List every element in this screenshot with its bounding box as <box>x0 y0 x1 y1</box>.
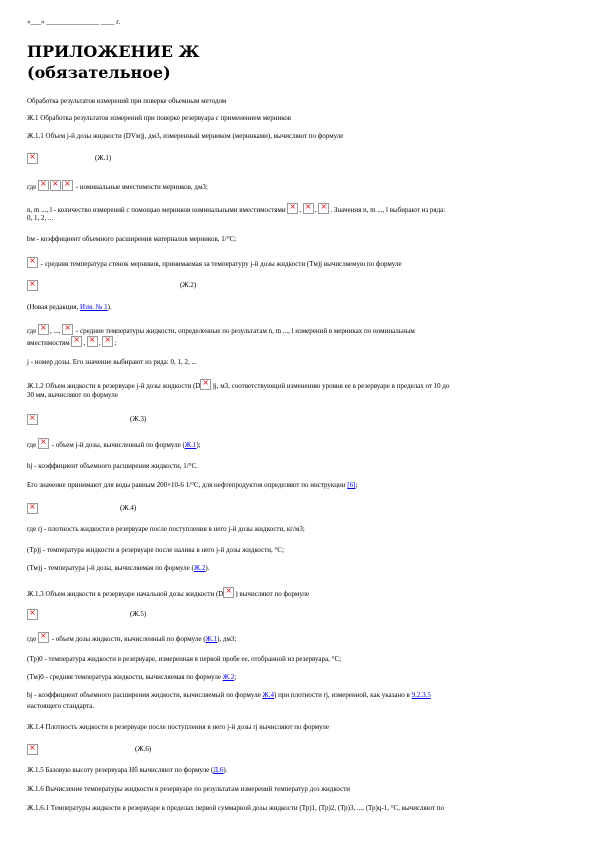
clause-j161: Ж.1.6.1 Температуры жидкости в резервуаре в пределах первой суммарной дозы жидкости (Тр)1, (Тр)2, (Тр)3, ..., (Тр)q-1, °С, вычисляют по <box>27 804 444 812</box>
where-text-end: ), дм3; <box>217 635 237 643</box>
formula-row-j6 <box>27 744 572 757</box>
formula-image-icon <box>27 280 38 291</box>
amendment-link[interactable]: Изм. № 1 <box>79 303 108 311</box>
clause-j14: Ж.1.4 Плотность жидкости в резервуаре после поступления в него j-й дозы rj вычисляют по формуле <box>27 723 329 731</box>
where-label: где <box>27 441 37 449</box>
equation-number: (Ж.1) <box>95 154 112 162</box>
clause-link-9235[interactable]: 9.2.3.5 <box>411 691 431 699</box>
mean-temp-text: - средняя температура стенок мерников, принимаемая за температуру j-й дозы жидкости (Тм)j вычисляемую по формуле <box>40 260 402 268</box>
clause-j13-text: Ж.1.3 Объем жидкости в резервуаре начальной дозы жидкости (D <box>27 590 224 598</box>
where-capacities <box>27 180 572 193</box>
water-coefficient-text: Его значение принимают для воды равным 200×10-6 1/°С, для нефтепродуктов определяют по инструкции <box>27 481 346 489</box>
water-coefficient-end: ; <box>355 481 358 489</box>
bj-line-end: настоящего стандарта. <box>27 702 95 710</box>
appendix-title: ПРИЛОЖЕНИЕ Ж <box>27 42 200 61</box>
formula-link-j2[interactable]: Ж.2 <box>193 564 206 572</box>
equation-number: (Ж.4) <box>120 504 137 512</box>
tm-j-end: ). <box>205 564 210 572</box>
j-number-line: j - номер дозы. Его значение выбирают из ряда: 0, 1, 2, ... <box>27 358 197 366</box>
edition-prefix: (Новая редакция, <box>27 303 79 311</box>
where-label: где <box>27 635 37 643</box>
formula-row-j3 <box>27 414 572 427</box>
bj-line <box>27 690 572 701</box>
formula-image-icon <box>62 324 73 335</box>
measure-count-text: n, m ..., l - количество измерений с помощью мерников номинальными вместимостями <box>27 206 286 214</box>
equation-number: (Ж.2) <box>180 281 197 289</box>
formula-image-icon <box>71 336 82 347</box>
formula-image-icon <box>27 503 38 514</box>
where-text: - объем j-й дозы, вычисленный по формуле ( <box>51 441 185 449</box>
tm-j-text: (Тм)j - температура j-й дозы, вычисляемая по формуле ( <box>27 564 194 572</box>
section-heading: Обработка результатов измерений при поверке объемным методом <box>27 97 227 105</box>
tm-j-line <box>27 563 572 574</box>
formula-link-d6[interactable]: Д.6 <box>213 766 224 774</box>
formula-link-j1[interactable]: Ж.1 <box>184 441 197 449</box>
edition-suffix: ). <box>107 303 112 311</box>
clause-j12-text-cont: )j, м3, соответствующий изменению уровня ее в резервуаре в пределах от 10 до <box>212 382 450 390</box>
where-text-end: ); <box>196 441 201 449</box>
measure-count-line: n, m ..., l - количество измерений с помощью мерников номинальными вместимостями × , ×, ×. Значения n, m ..., l выбирают из ряда: <box>27 203 572 216</box>
formula-image-icon <box>38 324 49 335</box>
tm-0-text: (Тм)0 - средняя температура жидкости, вычисляемая по формуле <box>27 673 221 681</box>
clause-j12-text: Ж.1.2 Объем жидкости в резервуаре j-й дозы жидкости (D <box>27 382 201 390</box>
clause-j12-end: 30 мм, вычисляют по формуле <box>27 391 118 399</box>
formula-link-j4[interactable]: Ж.4 <box>262 691 274 699</box>
formula-image-icon <box>87 336 98 347</box>
tm-0-line <box>27 672 572 683</box>
formula-image-icon <box>200 379 211 390</box>
bj-text: bj - коэффициент объемного расширения жидкости, вычисляемый по формуле <box>27 691 261 699</box>
bj-text-cont: ) при плотности rj, измеренной, как указано в <box>274 691 410 699</box>
equation-number: (Ж.3) <box>130 415 147 423</box>
where-text: - объем дозы жидкости, вычисленный по формуле ( <box>51 635 206 643</box>
formula-image-icon <box>50 180 61 191</box>
equation-number: (Ж.6) <box>135 745 152 753</box>
where-label: где <box>27 183 37 191</box>
date-line: «___» _______________ ____ г. <box>27 18 121 26</box>
where-text: - средние температуры жидкости, определенные по результатам n, m ..., l измерений в мерниках по номинальным <box>75 327 415 335</box>
capacities-line: вместимостям × , ×, ×; <box>27 336 572 349</box>
tp-0-line: (Тр)0 - температура жидкости в резервуаре, измеренная в первой пробе ее, отобранной из резервуара, °С; <box>27 655 342 663</box>
clause-j13 <box>27 587 572 600</box>
beta-m-line: bм - коэффициент объемного расширения материалов мерников, 1/°С; <box>27 235 237 243</box>
clause-j15 <box>27 765 572 776</box>
mean-temp-line <box>27 257 572 270</box>
formula-image-icon <box>38 180 49 191</box>
beta-j-line: bj - коэффициент объемного расширения жидкости, 1/°С. <box>27 462 198 470</box>
tp-j-line: (Тр)j - температура жидкости в резервуаре после налива в него j-й дозы жидкости, °С; <box>27 546 284 554</box>
formula-image-icon <box>27 414 38 425</box>
measure-count-tail: . Значения n, m ..., l выбирают из ряда: <box>330 206 446 214</box>
equation-number: (Ж.5) <box>130 610 147 618</box>
where-text: - номинальные вместимости мерников, дм3; <box>75 183 208 191</box>
formula-image-icon <box>27 609 38 620</box>
formula-image-icon <box>27 257 38 268</box>
formula-link-j2[interactable]: Ж.2 <box>222 673 235 681</box>
formula-row-j4 <box>27 503 572 516</box>
formula-image-icon <box>102 336 113 347</box>
clause-j16: Ж.1.6 Вычисление температуры жидкости в резервуаре по результатам измерений температур доз жидкости <box>27 785 351 793</box>
reference-link-6[interactable]: [6] <box>347 481 356 489</box>
measure-count-values: 0, 1, 2, ... <box>27 214 54 222</box>
capacities-end: ; <box>114 339 117 347</box>
formula-image-icon <box>27 153 38 164</box>
formula-image-icon <box>38 632 49 643</box>
clause-j15-end: ). <box>223 766 228 774</box>
formula-row-j2 <box>27 280 572 293</box>
clause-j13-text-cont: ) вычисляют по формуле <box>235 590 310 598</box>
edition-note <box>27 302 572 313</box>
water-coefficient-line <box>27 480 572 491</box>
where-label: где <box>27 327 37 335</box>
formula-image-icon <box>38 438 49 449</box>
formula-image-icon <box>27 744 38 755</box>
capacities-word: вместимостям <box>27 339 70 347</box>
ellipsis-separator: , ..., <box>49 327 61 335</box>
formula-link-j1[interactable]: Ж.1 <box>205 635 218 643</box>
formula-image-icon <box>223 587 234 598</box>
formula-image-icon <box>62 180 73 191</box>
clause-j15-text: Ж.1.5 Базовую высоту резервуара Нб вычисляют по формуле ( <box>27 766 214 774</box>
formula-row-j1 <box>27 153 572 166</box>
where-dose-volume <box>27 438 572 451</box>
clause-j1: Ж.1 Обработка результатов измерений при поверке резервуара с применением мерников <box>27 114 292 122</box>
where-dose-liquid <box>27 632 572 645</box>
tm-0-end: ; <box>234 673 237 681</box>
appendix-subtitle: (обязательное) <box>27 63 171 82</box>
formula-row-j5 <box>27 609 572 622</box>
rho-line: где rj - плотность жидкости в резервуаре после поступления в него j-й дозы жидкости, кг/м3; <box>27 525 305 533</box>
clause-j11: Ж.1.1 Объем j-й дозы жидкости (DVм)j, дм3, измеренный мерником (мерниками), вычисляют по формуле <box>27 132 344 140</box>
